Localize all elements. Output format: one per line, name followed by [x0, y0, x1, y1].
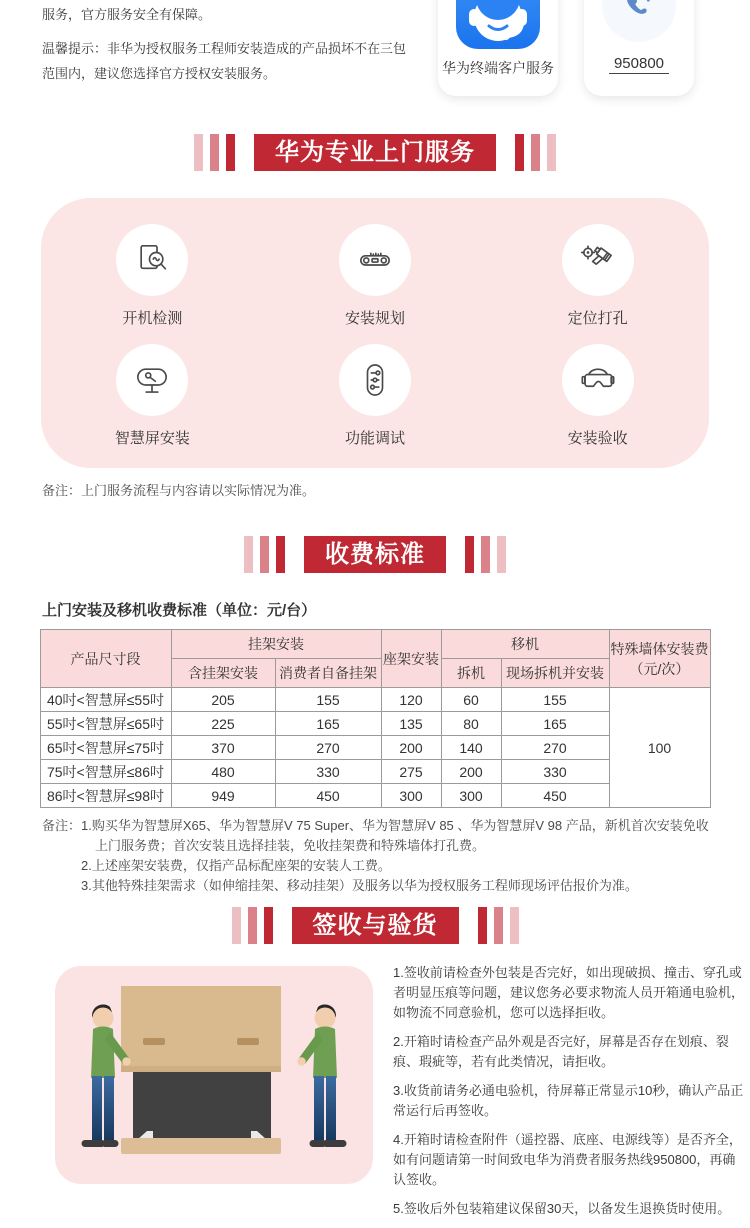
- header-bar: [226, 134, 235, 171]
- size-cell: 40吋<智慧屏≤55吋: [40, 688, 171, 712]
- col-header-mount-included: 含挂架安装: [171, 659, 275, 688]
- header-bar: [194, 134, 203, 171]
- price-cell: 450: [275, 784, 381, 808]
- price-cell: 80: [441, 712, 501, 736]
- price-cell: 200: [381, 736, 441, 760]
- drill-crosshair-icon: [562, 224, 634, 296]
- size-cell: 86吋<智慧屏≤98吋: [40, 784, 171, 808]
- service-item: [41, 344, 264, 464]
- col-header-stand: 座架安装: [381, 630, 441, 688]
- header-bar: [264, 907, 273, 944]
- size-cell: 55吋<智慧屏≤65吋: [40, 712, 171, 736]
- table-header-row: [40, 630, 710, 659]
- level-ruler-icon: [339, 224, 411, 296]
- price-cell: 300: [381, 784, 441, 808]
- price-cell: 205: [171, 688, 275, 712]
- header-bar: [510, 907, 519, 944]
- pricing-note: 2.上述座架安装费，仅指产品标配座架的安装人工费。: [81, 858, 391, 873]
- header-bar: [531, 134, 540, 171]
- header-bar: [244, 536, 253, 573]
- pricing-section-header: [0, 536, 750, 573]
- inspection-text-list: [393, 963, 745, 1228]
- section-title: 签收与验货: [292, 907, 459, 944]
- col-group-mount: 挂架安装: [171, 630, 381, 659]
- col-header-dismantle: 拆机: [441, 659, 501, 688]
- table-row: [40, 688, 710, 712]
- screen-install-wrench-icon: [116, 344, 188, 416]
- price-cell: 155: [501, 688, 609, 712]
- pricing-table-title: 上门安装及移机收费标准（单位：元/台）: [42, 602, 317, 619]
- header-bar: [547, 134, 556, 171]
- pricing-note: 3.其他特殊挂架需求（如伸缩挂架、移动挂架）及服务以华为授权服务工程师现场评估报价为准。: [81, 878, 638, 893]
- header-bar: [210, 134, 219, 171]
- header-bar: [260, 536, 269, 573]
- inspection-section-header: [0, 907, 750, 944]
- warm-tip-text: 温馨提示：非华为授权服务工程师安装造成的产品损坏不在三包范围内，建议您选择官方授权安装服务。: [42, 41, 407, 81]
- price-cell: 275: [381, 760, 441, 784]
- customer-service-headset-icon: [456, 0, 540, 49]
- header-bar: [478, 907, 487, 944]
- services-panel: [41, 198, 709, 468]
- service-item-label: 安装验收: [567, 430, 628, 447]
- inspection-item: 1.签收前请检查外包装是否完好，如出现破损、撞击、穿孔或者明显压痕等问题，建议您务必要求物流人员开箱通电验机，如物流不同意验机，您可以选择拒收。: [393, 965, 745, 1020]
- price-cell: 480: [171, 760, 275, 784]
- service-item-label: 智慧屏安装: [114, 430, 190, 447]
- price-cell: 120: [381, 688, 441, 712]
- price-cell: 270: [501, 736, 609, 760]
- hotline-number-link[interactable]: 950800: [609, 55, 669, 74]
- header-bar: [515, 134, 524, 171]
- header-bar: [497, 536, 506, 573]
- price-cell: 155: [275, 688, 381, 712]
- price-cell: 225: [171, 712, 275, 736]
- price-cell: 60: [441, 688, 501, 712]
- pricing-note: 1.购买华为智慧屏X65、华为智慧屏V 75 Super、华为智慧屏V 85 、华为智慧屏V 98 产品，新机首次安装免收上门服务费；首次安装且选择挂装，免收挂架费和特殊墙体打孔费。: [81, 818, 709, 853]
- service-note: 备注：上门服务流程与内容请以实际情况为准。: [42, 483, 316, 498]
- header-bar: [481, 536, 490, 573]
- price-cell: 300: [441, 784, 501, 808]
- service-item-label: 安装规划: [344, 310, 405, 327]
- power-on-check-icon: [116, 224, 188, 296]
- size-cell: 75吋<智慧屏≤86吋: [40, 760, 171, 784]
- header-bar: [248, 907, 257, 944]
- price-cell: 135: [381, 712, 441, 736]
- function-tuning-sliders-icon: [339, 344, 411, 416]
- service-item: [41, 224, 264, 344]
- hotline-card[interactable]: [584, 0, 694, 96]
- price-cell: 270: [275, 736, 381, 760]
- col-group-relocate: 移机: [441, 630, 609, 659]
- service-item-label: 开机检测: [122, 310, 183, 327]
- customer-service-card[interactable]: [438, 0, 558, 96]
- service-item: [264, 224, 487, 344]
- service-item-label: 定位打孔: [567, 310, 628, 327]
- inspection-item: 5.签收后外包装箱建议保留30天，以备发生退换货时使用。: [393, 1201, 731, 1216]
- header-bar: [232, 907, 241, 944]
- two-movers-unboxing-tv-illustration: [55, 966, 373, 1228]
- phone-icon: [602, 0, 676, 42]
- notes-label: 备注：: [42, 818, 82, 833]
- service-item: [264, 344, 487, 464]
- col-header-special-wall: 特殊墙体安装费 （元/次）: [609, 630, 710, 688]
- price-cell: 330: [275, 760, 381, 784]
- top-section: [0, 0, 750, 122]
- price-cell: 200: [441, 760, 501, 784]
- price-cell: 450: [501, 784, 609, 808]
- service-section-header: [0, 134, 750, 171]
- price-cell: 330: [501, 760, 609, 784]
- price-cell: 140: [441, 736, 501, 760]
- header-bar: [276, 536, 285, 573]
- col-header-size: 产品尺寸段: [40, 630, 171, 688]
- vr-goggles-acceptance-icon: [562, 344, 634, 416]
- header-bar: [494, 907, 503, 944]
- header-bar: [465, 536, 474, 573]
- inspection-item: 4.开箱时请检查附件（遥控器、底座、电源线等）是否齐全，如有问题请第一时间致电华为消费者服务热线950800，再确认签收。: [393, 1132, 742, 1187]
- special-wall-fee-cell: 100: [609, 688, 710, 808]
- price-cell: 165: [275, 712, 381, 736]
- section-title: 华为专业上门服务: [254, 134, 496, 171]
- service-item-label: 功能调试: [344, 430, 405, 447]
- intro-text-tail: 服务，官方服务安全有保障。: [42, 7, 212, 22]
- size-cell: 65吋<智慧屏≤75吋: [40, 736, 171, 760]
- service-item: [486, 344, 709, 464]
- pricing-notes: [42, 816, 714, 896]
- service-item: [486, 224, 709, 344]
- col-header-mount-own: 消费者自备挂架: [275, 659, 381, 688]
- inspection-item: 2.开箱时请检查产品外观是否完好，屏幕是否存在划痕、裂痕、瑕疵等，若有此类情况，请拒收。: [393, 1034, 729, 1069]
- inspection-item: 3.收货前请务必通电验机，待屏幕正常显示10秒，确认产品正常运行后再签收。: [393, 1083, 744, 1118]
- col-header-reinstall: 现场拆机并安装: [501, 659, 609, 688]
- pricing-table: [40, 629, 711, 808]
- inspection-section: [0, 966, 750, 1228]
- price-cell: 370: [171, 736, 275, 760]
- price-cell: 165: [501, 712, 609, 736]
- customer-service-card-label: 华为终端客户服务: [442, 60, 554, 76]
- price-cell: 949: [171, 784, 275, 808]
- section-title: 收费标准: [304, 536, 446, 573]
